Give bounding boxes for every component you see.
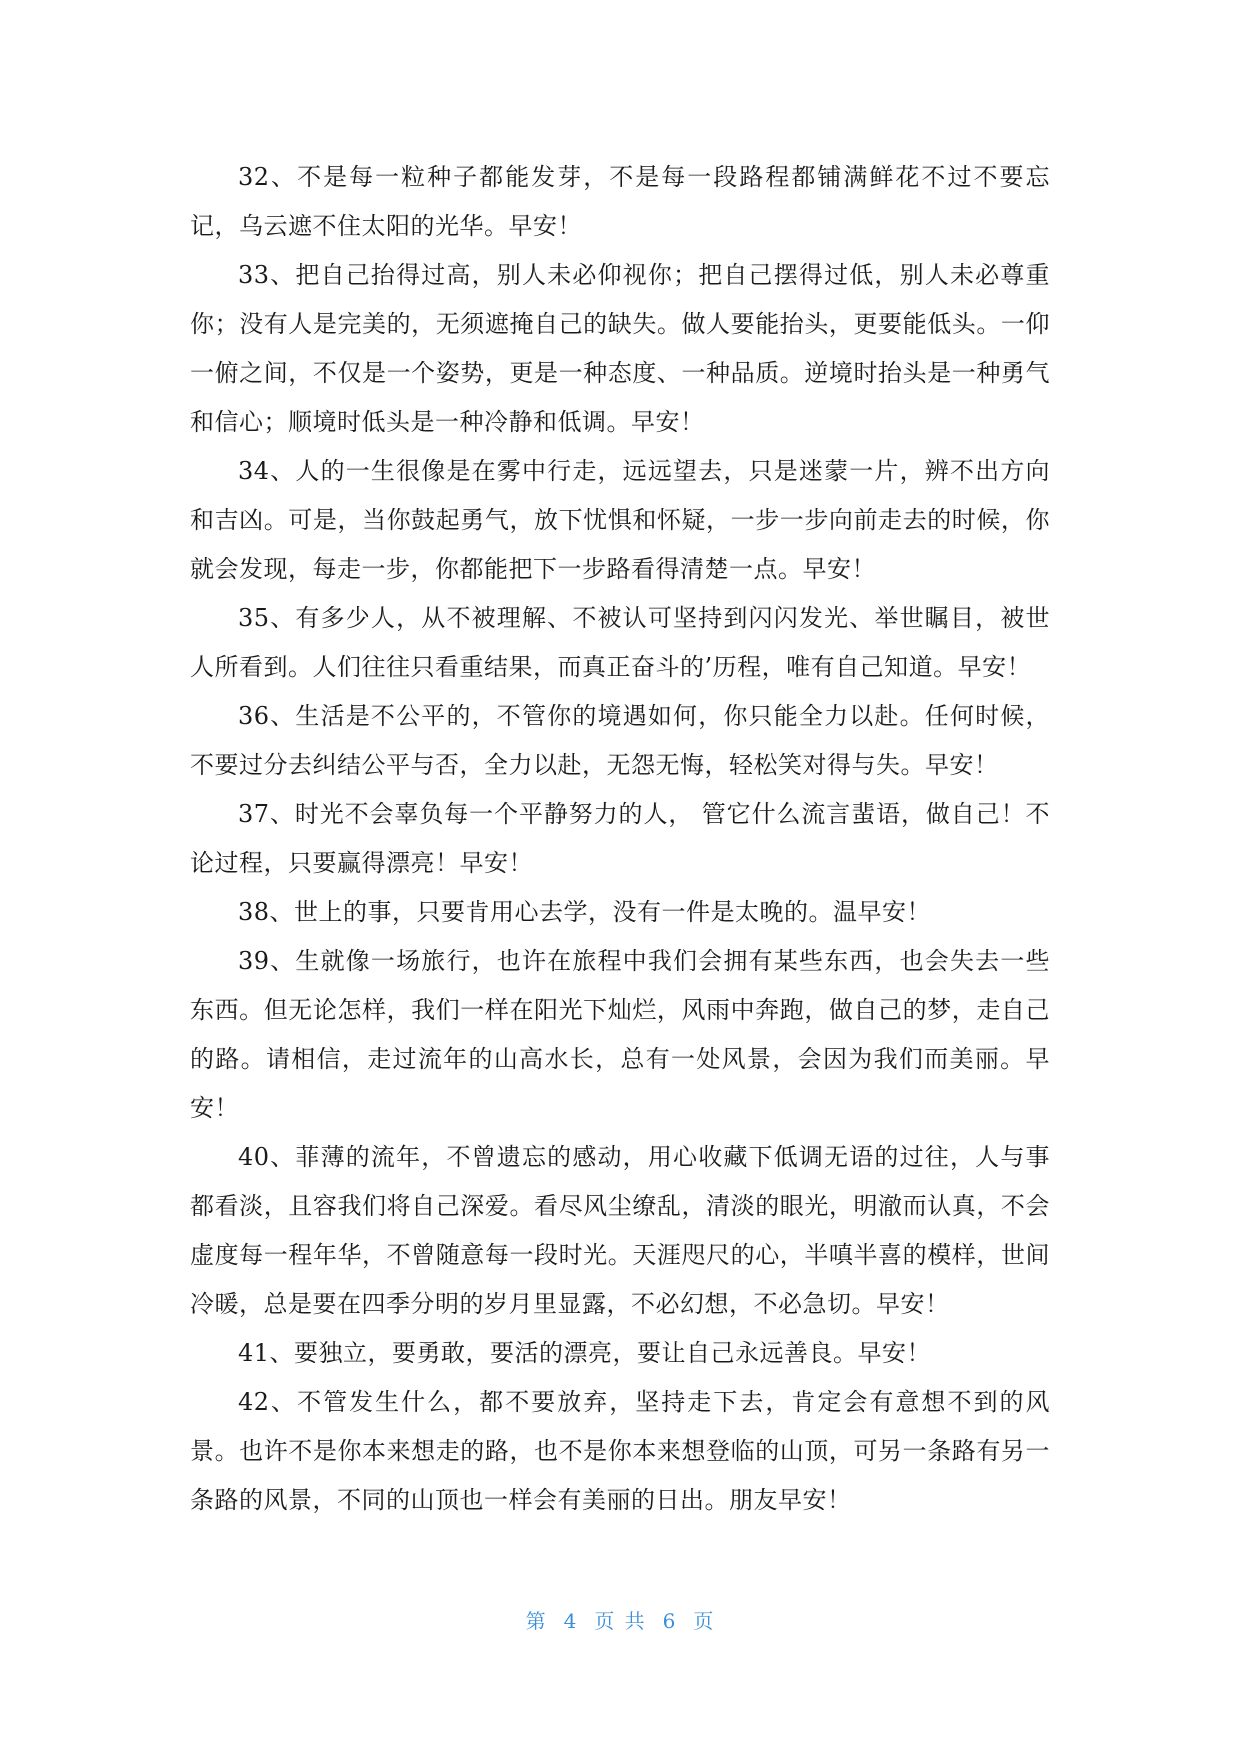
footer-suffix: 页	[693, 1609, 716, 1633]
paragraph-32: 32、不是每一粒种子都能发芽，不是每一段路程都铺满鲜花不过不要忘记，乌云遮不住太阳的光华。早安！	[190, 163, 1050, 240]
document-body	[190, 153, 1050, 1525]
page-number-footer	[0, 1605, 1241, 1634]
paragraph-34: 34、人的一生很像是在雾中行走，远远望去，只是迷蒙一片，辨不出方向和吉凶。可是，当你鼓起勇气，放下忧惧和怀疑，一步一步向前走去的时候，你就会发现，每走一步，你都能把下一步路看得清楚一点。早安！	[190, 457, 1050, 583]
paragraph-36: 36、生活是不公平的，不管你的境遇如何，你只能全力以赴。任何时候，不要过分去纠结公平与否，全力以赴，无怨无悔，轻松笑对得与失。早安！	[190, 702, 1050, 779]
paragraph-38: 38、世上的事，只要肯用心去学，没有一件是太晚的。温早安！	[238, 898, 932, 926]
paragraph-39: 39、生就像一场旅行，也许在旅程中我们会拥有某些东西，也会失去一些东西。但无论怎样，我们一样在阳光下灿烂，风雨中奔跑，做自己的梦，走自己的路。请相信，走过流年的山高水长，总有一处风景，会因为我们而美丽。早安！	[190, 947, 1050, 1122]
current-page-number: 4	[563, 1609, 579, 1633]
paragraph-42: 42、不管发生什么，都不要放弃，坚持走下去，肯定会有意想不到的风景。也许不是你本来想走的路，也不是你本来想登临的山顶，可另一条路有另一条路的风景，不同的山顶也一样会有美丽的日出。朋友早安！	[190, 1388, 1050, 1514]
paragraph-40: 40、菲薄的流年，不曾遗忘的感动，用心收藏下低调无语的过往，人与事都看淡，且容我们将自己深爱。看尽风尘缭乱，清淡的眼光，明澈而认真，不会虚度每一程年华，不曾随意每一段时光。天涯咫尺的心，半嗔半喜的模样，世间冷暖，总是要在四季分明的岁月里显露，不必幻想，不必急切。早安！	[190, 1143, 1050, 1318]
footer-prefix: 第	[525, 1609, 548, 1633]
paragraph-33: 33、把自己抬得过高，别人未必仰视你；把自己摆得过低，别人未必尊重你；没有人是完美的，无须遮掩自己的缺失。做人要能抬头，更要能低头。一仰一俯之间，不仅是一个姿势，更是一种态度、一种品质。逆境时抬头是一种勇气和信心；顺境时低头是一种冷静和低调。早安！	[190, 261, 1050, 436]
paragraph-35: 35、有多少人，从不被理解、不被认可坚持到闪闪发光、举世瞩目，被世人所看到。人们往往只看重结果，而真正奋斗的’历程，唯有自己知道。早安！	[190, 604, 1050, 681]
paragraph-37: 37、时光不会辜负每一个平静努力的人， 管它什么流言蜚语，做自己！不论过程，只要赢得漂亮！早安！	[190, 800, 1050, 877]
footer-middle: 页 共	[594, 1609, 647, 1633]
paragraph-41: 41、要独立，要勇敢，要活的漂亮，要让自己永远善良。早安！	[238, 1339, 932, 1367]
total-page-number: 6	[662, 1609, 678, 1633]
